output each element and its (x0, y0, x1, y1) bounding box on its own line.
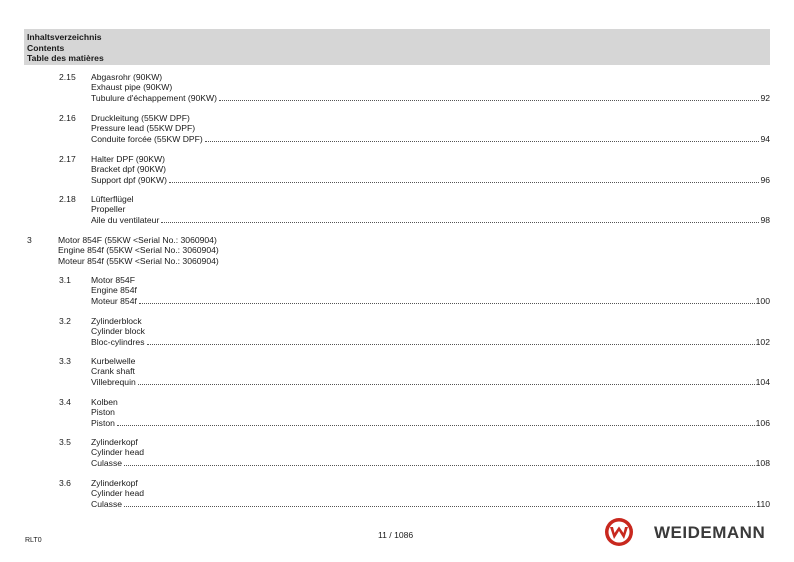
weidemann-w-logo-icon (604, 517, 634, 547)
entry-title-en: Cylinder head (91, 447, 145, 458)
entry-title-de: Motor 854F (91, 275, 135, 285)
entry-title-en: Pressure lead (55KW DPF) (91, 123, 196, 134)
entry-page-number[interactable]: 92 (760, 92, 770, 103)
dot-leader (205, 140, 760, 142)
entry-page-number[interactable]: 96 (760, 174, 770, 185)
entry-title-fr: Villebrequin (91, 376, 136, 387)
entry-number: 3.5 (59, 437, 71, 447)
entry-number: 3.2 (59, 316, 71, 326)
entry-page-number[interactable]: 104 (755, 376, 770, 387)
header-title-de: Inhaltsverzeichnis (27, 32, 102, 42)
entry-page-number[interactable]: 98 (760, 214, 770, 225)
entry-title-de: Kolben (91, 397, 118, 407)
dot-leader (219, 99, 759, 101)
dot-leader (139, 302, 755, 304)
entry-number: 3.4 (59, 397, 71, 407)
entry-page-number[interactable]: 102 (755, 336, 770, 347)
entry-title-fr: Support dpf (90KW) (91, 174, 167, 185)
entry-title-en: Exhaust pipe (90KW) (91, 82, 173, 93)
header-title-fr: Table des matières (27, 53, 104, 63)
entry-page-number[interactable]: 110 (756, 498, 770, 509)
document-code: RLT0 (25, 537, 42, 544)
entry-title-fr: Tubulure d'échappement (90KW) (91, 92, 217, 103)
entry-title-de: Lüfterflügel (91, 194, 134, 204)
dot-leader (124, 464, 755, 466)
entry-title-fr: Bloc-cylindres (91, 336, 145, 347)
entry-title-fr: Piston (91, 417, 115, 428)
dot-leader (161, 221, 759, 223)
dot-leader (117, 424, 755, 426)
entry-page-number[interactable]: 108 (755, 457, 770, 468)
entry-title-de: Zylinderkopf (91, 437, 138, 447)
entry-title-de: Abgasrohr (90KW) (91, 72, 163, 82)
entry-title-en: Bracket dpf (90KW) (91, 164, 166, 175)
entry-number: 2.17 (59, 154, 76, 164)
entry-title-en: Engine 854f (91, 285, 137, 296)
chapter-title-en: Engine 854f (55KW <Serial No.: 3060904) (58, 245, 219, 256)
entry-title-de: Zylinderkopf (91, 478, 138, 488)
entry-number: 3.3 (59, 356, 71, 366)
entry-title-en: Crank shaft (91, 366, 135, 377)
entry-title-de: Halter DPF (90KW) (91, 154, 166, 164)
dot-leader (124, 505, 755, 507)
entry-number: 3.6 (59, 478, 71, 488)
dot-leader (169, 181, 759, 183)
brand-name: WEIDEMANN (654, 523, 766, 542)
entry-title-de: Druckleitung (55KW DPF) (91, 113, 190, 123)
page-indicator: 11 / 1086 (378, 530, 414, 540)
entry-title-en: Cylinder head (91, 488, 145, 499)
entry-number: 2.18 (59, 194, 76, 204)
dot-leader (138, 383, 755, 385)
entry-title-de: Kurbelwelle (91, 356, 136, 366)
header-title-en: Contents (27, 42, 65, 53)
entry-title-en: Cylinder block (91, 326, 145, 337)
entry-title-fr: Culasse (91, 498, 123, 509)
entry-title-fr: Conduite forcée (55KW DPF) (91, 133, 203, 144)
entry-title-fr: Moteur 854f (91, 295, 137, 306)
entry-title-fr: Culasse (91, 457, 123, 468)
entry-page-number[interactable]: 106 (755, 417, 770, 428)
entry-number: 2.16 (59, 113, 76, 123)
dot-leader (147, 343, 755, 345)
chapter-number: 3 (27, 235, 32, 245)
chapter-title-fr: Moteur 854f (55KW <Serial No.: 3060904) (58, 255, 219, 266)
entry-number: 2.15 (59, 72, 76, 82)
entry-title-fr: Aile du ventilateur (91, 214, 160, 225)
entry-title-en: Propeller (91, 204, 126, 215)
entry-title-de: Zylinderblock (91, 316, 142, 326)
entry-page-number[interactable]: 94 (760, 133, 770, 144)
entry-title-en: Piston (91, 407, 115, 418)
entry-number: 3.1 (59, 275, 71, 285)
toc-header (24, 29, 770, 65)
entry-page-number[interactable]: 100 (755, 295, 770, 306)
chapter-title-de: Motor 854F (55KW <Serial No.: 3060904) (58, 235, 217, 245)
